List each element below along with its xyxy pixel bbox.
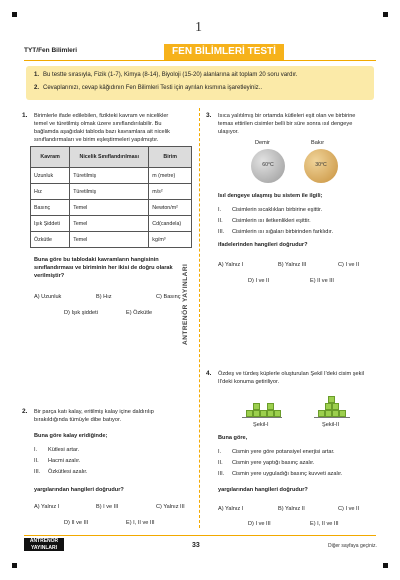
q3-option-d[interactable]: D) I ve II <box>248 278 270 284</box>
column-divider <box>199 108 200 528</box>
q3-ask: ifadelerinden hangileri doğrudur? <box>218 242 308 248</box>
q2-option-c[interactable]: C) Yalnız III <box>156 504 185 510</box>
q4-option-b[interactable]: B) Yalnız II <box>278 506 305 512</box>
q3-option-b[interactable]: B) Yalnız III <box>278 262 307 268</box>
corner-mark <box>12 12 17 17</box>
cube <box>246 410 253 417</box>
q4-question: Buna göre, <box>218 435 248 441</box>
cube <box>325 403 332 410</box>
instruction-1: 1. Bu testte sırasıyla, Fizik (1-7), Kimya (8-14), Biyoloji (15-20) alanlarına ait toplam 20 soru vardır. <box>34 72 298 78</box>
publisher-logo: ANTRENÖR YAYINLARI <box>24 538 64 551</box>
q2-question: Buna göre kalay eridiğinde; <box>34 433 108 439</box>
cube <box>318 410 325 417</box>
page-number: 33 <box>192 542 200 549</box>
q2-items: I. Kütlesi artar. II. Hacmi azalır. III. Özkütlesi azalır. <box>34 447 88 475</box>
q2-option-b[interactable]: B) I ve III <box>96 504 119 510</box>
iron-ball: 60°C <box>251 149 285 183</box>
table-row: Basınç Temel Newton/m² <box>31 200 192 216</box>
corner-mark <box>383 563 388 568</box>
label-copper: Bakır <box>311 140 325 146</box>
cube <box>328 396 335 403</box>
q3-option-c[interactable]: C) I ve II <box>338 262 360 268</box>
q4-intro: Özdeş ve türdeş küplerle oluşturulan Şekil I'deki cisim şekil II'deki konuma getiriliyor. <box>218 371 364 385</box>
q4-option-d[interactable]: D) I ve III <box>248 521 271 527</box>
q3-items: I. Cisimlerin sıcaklıkları birbirine eşittir. II. Cisimlerin ısı iletkenlikleri eşittir. III. Cisimlerin ısı sığaları birbirinden farklıdır. <box>218 207 334 235</box>
q2-option-d[interactable]: D) II ve III <box>64 520 89 526</box>
q1-table <box>30 146 192 248</box>
label-iron: Demir <box>255 140 270 146</box>
table-header-row: Kavram Nicelik Sınıflandırılması Birim <box>31 147 192 168</box>
footer-divider <box>24 535 376 536</box>
cube <box>339 410 346 417</box>
corner-mark <box>383 12 388 17</box>
table-row: Uzunluk Türetilmiş m (metre) <box>31 168 192 184</box>
instruction-2: 2. Cevaplarınızı, cevap kâğıdının Fen Bilimleri Testi için ayrılan kısmına işaretleyiniz.. <box>34 85 262 91</box>
q2-option-a[interactable]: A) Yalnız I <box>34 504 60 510</box>
q3-question: Isıl dengeye ulaşmış bu sistem ile ilgili; <box>218 193 323 199</box>
header-subject: TYT/Fen Bilimleri <box>24 47 78 54</box>
q1-option-c[interactable]: C) Basınç <box>156 294 181 300</box>
corner-mark <box>12 563 17 568</box>
q1-question: Buna göre bu tablodaki kavramların hangisinin sınıflandırması ve biriminin her ikisi de doğru olarak verilmiştir? <box>34 257 173 279</box>
cube <box>332 403 339 410</box>
q2-ask: yargılarından hangileri doğrudur? <box>34 487 124 493</box>
q4-option-c[interactable]: C) I ve II <box>338 506 360 512</box>
side-brand: ANTRENÖR YAYINLARI <box>182 263 189 345</box>
q2-option-e[interactable]: E) I, II ve III <box>126 520 155 526</box>
cube <box>253 410 260 417</box>
q4-ask: yargılarından hangileri doğrudur? <box>218 487 308 493</box>
cube <box>332 410 339 417</box>
table-row: Özkütle Temel kg/m³ <box>31 232 192 248</box>
instructions-box <box>26 66 374 100</box>
q2-number: 2. <box>22 408 28 415</box>
page-top-number: 1 <box>195 20 202 35</box>
page-title: FEN BİLİMLERİ TESTİ <box>164 44 284 60</box>
cube <box>274 410 281 417</box>
copper-ball: 30°C <box>304 149 338 183</box>
q4-option-e[interactable]: E) I, II ve III <box>310 521 339 527</box>
table-row: Işık Şiddeti Temel Cd(candela) <box>31 216 192 232</box>
q3-intro: Isıca yalıtılmış bir ortamda kütleleri eşit olan ve birbirine temas ettirilen cisimler belli bir süre sonra ısıl dengeye ulaşıyor. <box>218 113 356 135</box>
next-page-note: Diğer sayfaya geçiniz. <box>328 543 377 549</box>
q1-number: 1. <box>22 112 28 119</box>
q1-intro: Birimlerle ifade edilebilen, fizikteki kavram ve nicelikler temel ve türetilmiş olmak üzere sınıflandırılabilir. Bu bağlamda aşağıdaki tabloda bazı kavramlara ait nicelik sınıflandırmaları ve birim eşleştirmeleri yapılmıştır. <box>34 113 170 143</box>
q2-intro: Bir parça katı kalay, eritilmiş kalay içine daldırılıp bırakıldığında tümüyle dibe batıyor. <box>34 409 154 423</box>
figure-1-label: Şekil-I <box>253 422 269 428</box>
cube <box>253 403 260 410</box>
q3-option-a[interactable]: A) Yalnız I <box>218 262 244 268</box>
q1-option-b[interactable]: B) Hız <box>96 294 112 300</box>
q1-option-e[interactable]: E) Özkütle <box>126 310 153 316</box>
table-row: Hız Türetilmiş m/s² <box>31 184 192 200</box>
ground-line <box>242 417 282 418</box>
q1-option-d[interactable]: D) Işık şiddeti <box>64 310 98 316</box>
q3-number: 3. <box>206 112 212 119</box>
q1-option-a[interactable]: A) Uzunluk <box>34 294 62 300</box>
cube <box>267 403 274 410</box>
q4-number: 4. <box>206 370 212 377</box>
cube <box>325 410 332 417</box>
cube <box>267 410 274 417</box>
q3-option-e[interactable]: E) II ve III <box>310 278 334 284</box>
page-header <box>24 44 376 61</box>
cube <box>260 410 267 417</box>
q4-items: I. Cismin yere göre potansiyel enerjisi artar. II. Cismin yere yaptığı basınç azalır. III. Cismin yere uyguladığı basınç kuvveti azalır. <box>218 449 343 477</box>
ground-line <box>314 417 350 418</box>
figure-2-label: Şekil-II <box>322 422 340 428</box>
q4-option-a[interactable]: A) Yalnız I <box>218 506 244 512</box>
